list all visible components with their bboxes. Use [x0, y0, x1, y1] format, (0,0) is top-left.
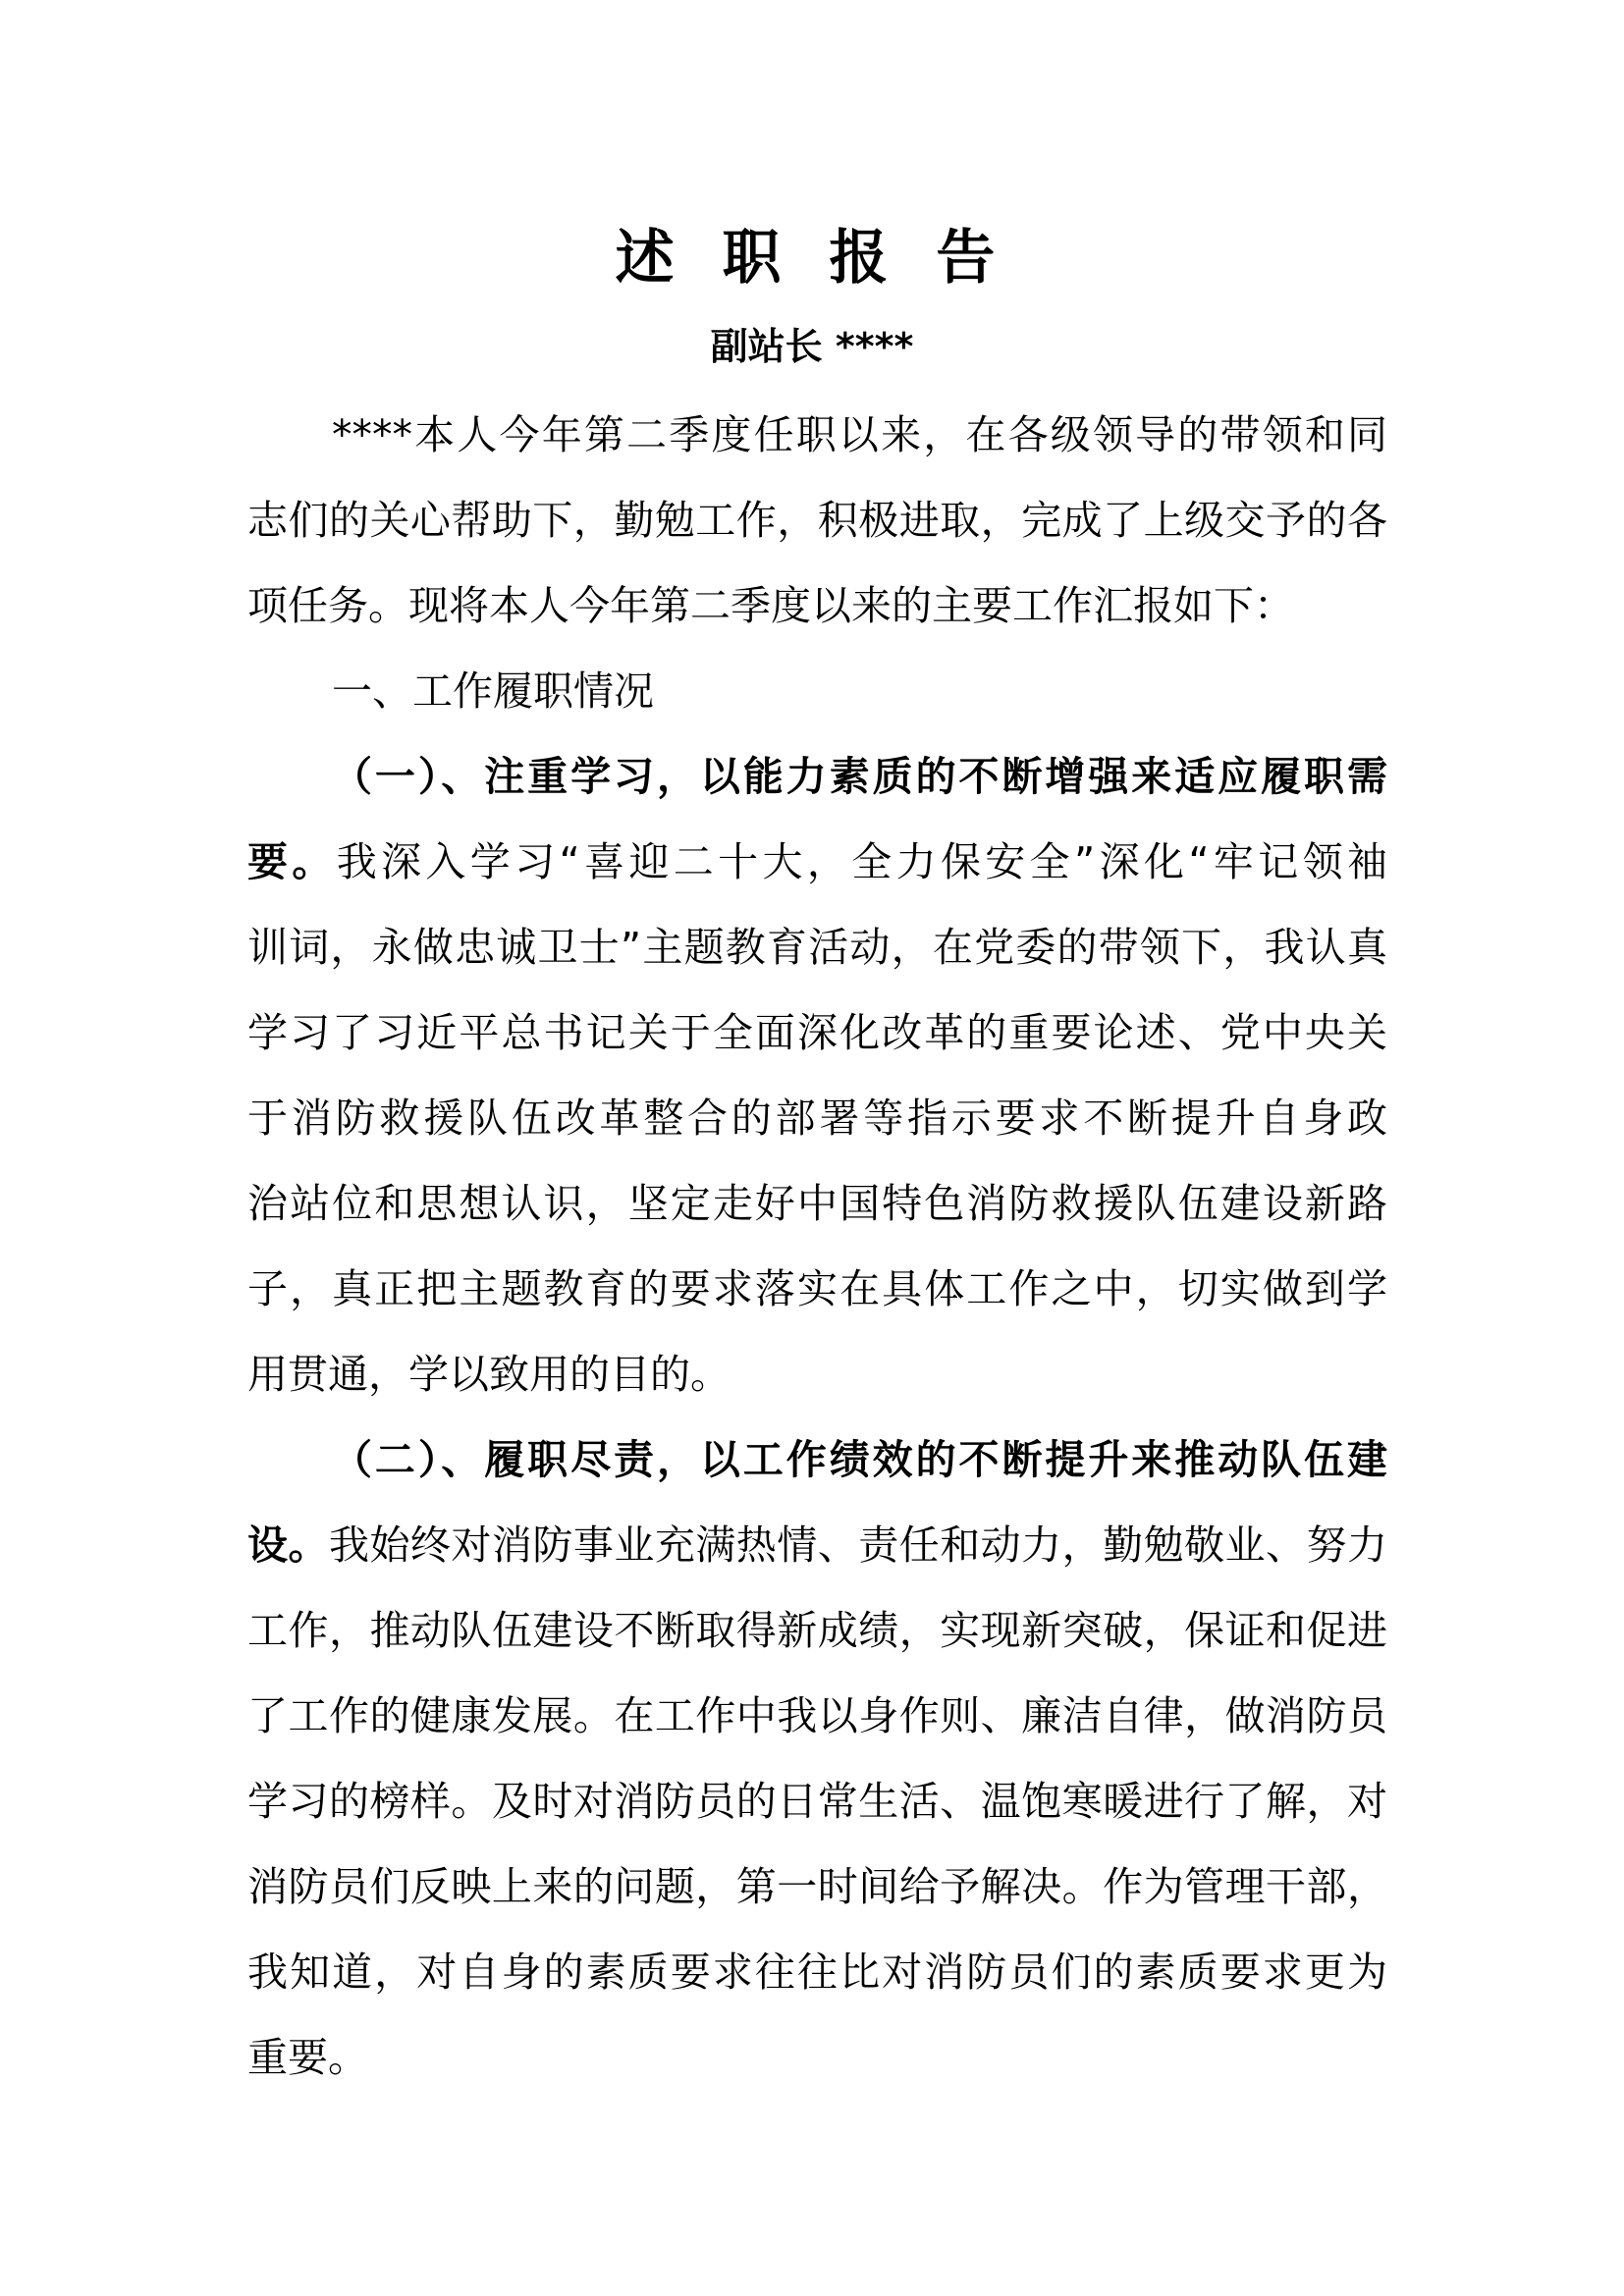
line-text: 于消防救援队伍改革整合的部署等指示要求不断提升自身政 [247, 1095, 1387, 1142]
line-text: 我始终对消防事业充满热情、责任和动力，勤勉敬业、努力 [328, 1522, 1388, 1569]
text-line [247, 1759, 1387, 1844]
text-line [247, 478, 1387, 563]
text-line [247, 649, 1387, 734]
line-text: 学习的榜样。及时对消防员的日常生活、温饱寒暖进行了解，对 [247, 1778, 1387, 1825]
text-line [247, 905, 1387, 990]
text-line [247, 1674, 1387, 1759]
text-line [247, 1076, 1387, 1161]
text-line [247, 393, 1387, 478]
document-body [247, 393, 1387, 2101]
line-text: 我深入学习“喜迎二十大，全力保安全”深化“牢记领袖 [336, 838, 1387, 885]
line-text: 一、工作履职情况 [332, 667, 654, 715]
section-heading: 设。 [247, 1522, 329, 1569]
section-heading: 要。 [247, 838, 337, 885]
text-line [247, 1588, 1387, 1674]
text-line [247, 734, 1387, 820]
text-line [247, 1417, 1387, 1503]
line-text: 工作，推动队伍建设不断取得新成绩，实现新突破，保证和促进 [247, 1607, 1387, 1654]
text-line [247, 1332, 1387, 1417]
text-line [247, 1161, 1387, 1247]
line-text: 志们的关心帮助下，勤勉工作，积极进取，完成了上级交予的各 [247, 497, 1387, 544]
text-line [247, 1930, 1387, 2015]
line-text: 我知道，对自身的素质要求往往比对消防员们的素质要求更为 [247, 1949, 1387, 1996]
line-text: 消防员们反映上来的问题，第一时间给予解决。作为管理干部， [247, 1863, 1387, 1910]
line-text: 子，真正把主题教育的要求落实在具体工作之中，切实做到学 [247, 1265, 1387, 1312]
text-line [247, 1503, 1387, 1588]
document-subtitle: 副站长 **** [710, 325, 914, 368]
text-line [247, 990, 1387, 1076]
section-heading: （一）、注重学习，以能力素质的不断增强来适应履职需 [332, 753, 1387, 800]
line-text: ****本人今年第二季度任职以来，在各级领导的带领和同 [332, 411, 1387, 458]
text-line [247, 2015, 1387, 2101]
line-text: 项任务。现将本人今年第二季度以来的主要工作汇报如下： [247, 582, 1294, 629]
line-text: 治站位和思想认识，坚定走好中国特色消防救援队伍建设新路 [247, 1180, 1387, 1227]
document-title: 述 职 报 告 [615, 224, 1009, 293]
line-text: 了工作的健康发展。在工作中我以身作则、廉洁自律，做消防员 [247, 1692, 1387, 1739]
text-line [247, 1247, 1387, 1332]
line-text: 学习了习近平总书记关于全面深化改革的重要论述、党中央关 [247, 1009, 1387, 1056]
text-line [247, 1844, 1387, 1930]
text-line [247, 563, 1387, 649]
section-heading: （二）、履职尽责，以工作绩效的不断提升来推动队伍建 [332, 1436, 1387, 1483]
line-text: 用贯通，学以致用的目的。 [247, 1351, 731, 1398]
line-text: 重要。 [247, 2034, 368, 2081]
line-text: 训词，永做忠诚卫士”主题教育活动，在党委的带领下，我认真 [247, 924, 1387, 971]
text-line [247, 820, 1387, 905]
